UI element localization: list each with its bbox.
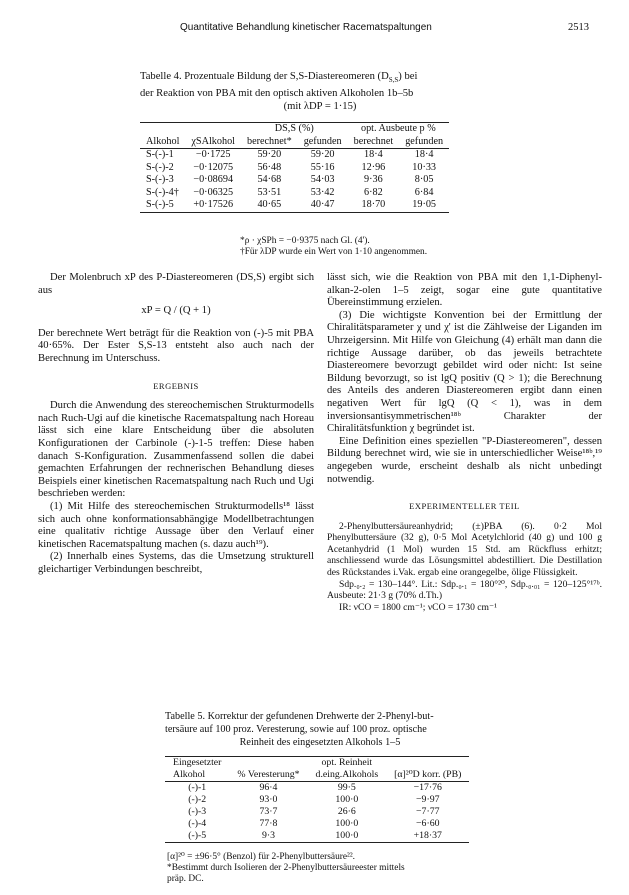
table-row bbox=[140, 149, 449, 162]
t4-col-header: berechnet bbox=[353, 135, 394, 147]
t5-cell: 100·0 bbox=[335, 818, 359, 829]
t4-cell: S-(-)-2 bbox=[146, 161, 174, 173]
t4-cell: 8·05 bbox=[414, 174, 434, 185]
left-column bbox=[38, 272, 314, 576]
table-row bbox=[140, 187, 449, 200]
paragraph: lässt sich, wie die Reaktion von PBA mit den 1,1-Diphenyl-alkan-2-olen 1–5 zeigt, sogar eine gute quantitative Übereinstimmung erzielen. bbox=[327, 272, 602, 309]
paragraph: (3) Die wichtigste Konvention bei der Ermittlung der Chiralitätsparameter χ und χ' ist die Zählweise der Liganden im Uhrzeigersinn. Mit Hilfe von Gleichung (4) erhält man dann die richtige Aussage darüber, ob das jeweils betrachtete Diastereomere bevorzugt gebildet wird oder nicht: Ist seine Bildung bevorzugt, so ist lgQ positiv (Q > 1); die Berechnung des Anteils des anderen Diastereomeren ergibt dann einen negativen Wert für lgQ (Q < 1), was in dem inversionsantisymmetrischen¹⁸ᵇ Charakter der Chiralitätsfunktion χ begründet ist. bbox=[327, 309, 602, 435]
t4-cell: S-(-)-5 bbox=[146, 199, 174, 210]
t4-cell: 54·03 bbox=[310, 174, 335, 185]
t5-col-header: opt. Reinheit bbox=[321, 757, 373, 768]
t4-cell: 56·48 bbox=[257, 161, 282, 173]
table4-footnotes bbox=[240, 236, 427, 258]
t5-cell: (-)-1 bbox=[188, 782, 207, 793]
t5-footnote: *Bestimmt durch Isolieren der 2-Phenylbuttersäureester mittels bbox=[167, 863, 405, 873]
t5-cell: 100·0 bbox=[335, 794, 359, 805]
t4-cell: −0·1725 bbox=[195, 149, 231, 160]
t5-cell: 26·6 bbox=[337, 806, 356, 817]
table-row bbox=[165, 794, 469, 806]
t4-cell: 18·70 bbox=[361, 199, 386, 210]
table5-caption-line: Reinheit des eingesetzten Alkohols 1–5 bbox=[239, 737, 401, 748]
section-heading: ERGEBNIS bbox=[153, 380, 199, 391]
running-title: Quantitative Behandlung kinetischer Racematspaltungen bbox=[180, 22, 432, 33]
formula: xP = Q / (Q + 1) bbox=[141, 305, 211, 317]
page-number: 2513 bbox=[568, 22, 589, 33]
t5-cell: −6·60 bbox=[416, 818, 440, 829]
t4-cell: −0·08694 bbox=[193, 174, 234, 185]
t5-cell: 73·7 bbox=[259, 806, 278, 817]
t5-cell: −17·76 bbox=[413, 782, 442, 793]
paragraph: (1) Mit Hilfe des stereochemischen Strukturmodells¹⁸ lässt sich auch ohne konformationsabhängige Modellbetrachtungen eine qualitativ richtige Aussage über den Verlauf einer kinetischen Racematspaltung machen (s. dazu auch¹⁹). bbox=[38, 500, 314, 550]
table5-footnotes bbox=[167, 852, 405, 885]
t4-cell: 54·68 bbox=[257, 174, 282, 185]
t5-col-header: d.eing.Alkohols bbox=[315, 769, 379, 780]
t5-cell: (-)-4 bbox=[188, 818, 207, 829]
paragraph: IR: νCO = 1800 cm⁻¹; νCO = 1730 cm⁻¹ bbox=[339, 601, 497, 613]
t5-cell: 100·0 bbox=[335, 830, 359, 841]
t4-cell: +0·17526 bbox=[193, 199, 234, 210]
t4-cell: S-(-)-3 bbox=[146, 174, 174, 185]
table4-caption-line1: Tabelle 4. Prozentuale Bildung der S,S-Diastereomeren (D bbox=[140, 71, 389, 82]
t5-cell: 93·0 bbox=[259, 794, 278, 805]
t4-cell: −0·06325 bbox=[193, 186, 234, 198]
t4-cell: 18·4 bbox=[364, 149, 383, 160]
t4-cell: 59·20 bbox=[257, 149, 282, 160]
table4-caption-sub: S,S bbox=[388, 76, 399, 85]
t4-cell: 19·05 bbox=[412, 199, 437, 210]
t4-col-header: gefunden bbox=[303, 135, 342, 147]
t5-cell: (-)-3 bbox=[188, 806, 207, 817]
t5-cell: +18·37 bbox=[413, 830, 442, 841]
paragraph: Der Molenbruch xP des P-Diastereomeren (DS,S) ergibt sich aus bbox=[38, 272, 314, 296]
right-column bbox=[327, 272, 602, 613]
t4-cell: S-(-)-1 bbox=[146, 149, 174, 160]
t5-col-header: % Veresterung* bbox=[237, 769, 300, 780]
paragraph: Sdp.₀.₂ = 130–144°. Lit.: Sdp.₀.₁ = 180°²⁰, Sdp.₀.₀₁ = 120–125°¹⁷ᵇ. Ausbeute: 21·3 g (70% d.Th.) bbox=[327, 578, 602, 602]
table4-caption-tail: ) bei bbox=[398, 71, 418, 82]
table-row bbox=[140, 199, 449, 212]
table-row bbox=[165, 818, 469, 830]
t4-cell: 6·84 bbox=[414, 186, 434, 198]
table-row bbox=[165, 806, 469, 818]
t4-footnote: *ρ · χSPh = −0·9375 nach Gl. (4'). bbox=[240, 236, 370, 246]
t4-cell: 53·42 bbox=[310, 186, 335, 198]
t4-cell: −0·12075 bbox=[193, 161, 234, 173]
paragraph: 2-Phenylbuttersäureanhydrid; (±)PBA (6). 0·2 Mol Phenylbuttersäure (32 g), 0·5 Mol Acetylchlorid (40 g) und 100 g Acetanhydrid (1 Mol) wurden 15 Std. am Rückfluss erhitzt; anschliessend wurde das Lösungsmittel abdestilliert. Die Destillation des Rückstandes i.Vak. ergab eine orangegelbe, ölige Flüssigkeit. bbox=[327, 520, 602, 579]
table-row bbox=[165, 782, 469, 795]
t5-cell: −7·77 bbox=[416, 806, 440, 817]
t4-cell: 12·96 bbox=[361, 161, 386, 173]
table5-caption-line: tersäure auf 100 proz. Veresterung, sowie auf 100 proz. optische bbox=[165, 724, 427, 735]
t4-col-header: berechnet* bbox=[247, 135, 292, 147]
table5 bbox=[165, 756, 469, 843]
t4-head-group1: DS,S (%) bbox=[274, 123, 314, 134]
t5-col-header: Eingesetzter bbox=[173, 757, 222, 768]
t5-cell: (-)-5 bbox=[188, 830, 207, 841]
table-row bbox=[140, 162, 449, 175]
t4-cell: S-(-)-4† bbox=[146, 186, 179, 198]
t4-cell: 10·33 bbox=[412, 161, 437, 173]
t4-cell: 9·36 bbox=[364, 174, 383, 185]
t5-cell: 9·3 bbox=[261, 830, 276, 841]
t5-cell: −9·97 bbox=[416, 794, 440, 805]
t4-cell: 53·51 bbox=[257, 186, 282, 198]
paragraph: Durch die Anwendung des stereochemischen Strukturmodells nach Ruch-Ugi auf die kinetische Racematspaltung nach Horeau lässt sich eine klare Entscheidung über die absoluten Konfigurationen der Carbinole (-)-1-5 treffen: Diese haben danach S-Konfiguration. Zusammenfassend sollen die dabei gemachten Erfahrungen der rechnerischen Behandlung dieses Beispiels einer kinetischen Racematspaltung nach Ruch und Ugi beschrieben werden: bbox=[38, 400, 314, 500]
t5-col-header: [α]²⁰D korr. (PB) bbox=[394, 769, 462, 780]
t5-cell: 96·4 bbox=[259, 782, 278, 793]
t4-cell: 59·20 bbox=[310, 149, 335, 160]
t4-cell: 18·4 bbox=[414, 149, 434, 160]
paragraph: Der berechnete Wert beträgt für die Reaktion von (-)-5 mit PBA 40·65%. Der Ester S,S-13 entsteht also auch nach der Berechnung im Unterschuss. bbox=[38, 327, 314, 364]
t4-footnote: †Für λDP wurde ein Wert von 1·10 angenommen. bbox=[240, 247, 428, 257]
t5-footnote: präp. DC. bbox=[167, 874, 204, 884]
paragraph: Eine Definition eines speziellen "P-Diastereomeren", dessen Bildung berechnet wird, wie sie in unterschiedlicher Weise¹⁸ᵇ,¹⁹ angegeben wurde, erscheint deshalb als nicht unbedingt notwendig. bbox=[327, 435, 602, 485]
table4-caption-line3: (mit λDP = 1·15) bbox=[283, 101, 357, 113]
t5-footnote: [α]²⁰ = ±96·5° (Benzol) für 2-Phenylbuttersäure²². bbox=[167, 852, 356, 862]
table5-caption-line: Tabelle 5. Korrektur der gefundenen Drehwerte der 2-Phenyl-but- bbox=[165, 711, 434, 722]
t4-cell: 40·47 bbox=[310, 199, 335, 210]
paragraph: (2) Innerhalb eines Systems, das die Umsetzung strukturell gleichartiger Verbindungen beschreibt, bbox=[38, 551, 314, 575]
t4-col-header: gefunden bbox=[405, 135, 444, 147]
t5-cell: 77·8 bbox=[259, 818, 278, 829]
section-heading: EXPERIMENTELLER TEIL bbox=[409, 501, 520, 512]
t4-head-group2: opt. Ausbeute p % bbox=[360, 123, 436, 134]
t4-cell: 55·16 bbox=[310, 161, 335, 173]
t4-col-header: Alkohol bbox=[146, 135, 180, 147]
table-row bbox=[165, 830, 469, 843]
table-row bbox=[140, 174, 449, 187]
t5-cell: 99·5 bbox=[337, 782, 356, 793]
table5-caption bbox=[165, 710, 475, 749]
t4-col-header: χSAlkohol bbox=[191, 135, 235, 147]
t4-cell: 6·82 bbox=[364, 186, 383, 198]
t4-cell: 40·65 bbox=[257, 199, 282, 210]
table4-caption-line2: der Reaktion von PBA mit den optisch aktiven Alkoholen 1b–5b bbox=[140, 88, 414, 100]
table4-caption bbox=[140, 70, 500, 113]
t5-col-header bbox=[229, 757, 307, 770]
t5-col-header bbox=[386, 757, 469, 770]
table4 bbox=[140, 122, 449, 213]
t5-cell: (-)-2 bbox=[188, 794, 207, 805]
t5-col-header: Alkohol bbox=[173, 769, 206, 780]
